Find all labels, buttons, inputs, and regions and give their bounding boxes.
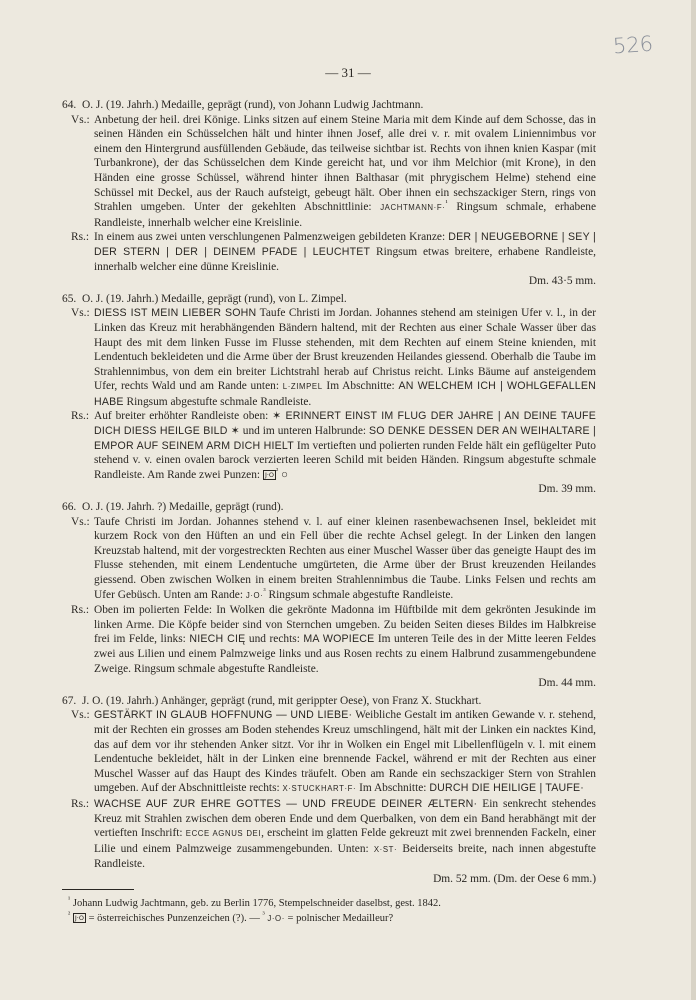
reverse-text: Oben im polierten Felde: In Wolken die gekrönte Madonna im Hüftbilde mit dem gekrönten Jesukinde im linken Arme. Die Köpfe beider sind von Sternchen umgeben. Zu beiden Seiten dieses Bildes im Halbkreise frei im Felde, links:	[94, 604, 596, 646]
page-edge-shadow	[691, 0, 696, 1000]
pencil-annotation: 526	[612, 31, 654, 59]
footnote-ref: ²	[276, 466, 279, 476]
page-number: — 31 —	[325, 65, 371, 80]
signature-inscription: J·O·	[245, 590, 264, 600]
obverse-text-exergue: Im Abschnitte:	[326, 380, 395, 393]
reverse-label: Rs.:	[71, 604, 90, 617]
obverse-text: Weibliche Gestalt im antiken Gewande v. r. stehend, mit der Rechten ein grosses am Boden stehendes Kreuz umschlingend, hält mit der Linken ein nacktes Kind, das auf dem vor ihr stehenden Anker sitzt. Vor ihr in Wolken ein Engel mit Libellenflügeln v. l. mit einem Lendentuche bekleidet, hält in der Linken eine brennende Fackel, während er mit der Rechten aus einer Muschel Wasser auf das Haupt des Kindes träufelt. Oben am Rande ein sechszackiger Stern von Strahlen umgeben. Auf der Abschnittleiste rechts:	[94, 709, 596, 795]
obverse-text-rim: Ringsum schmale, erhabene Randleiste, innerhalb welcher eine Kreislinie.	[94, 201, 596, 229]
signature-inscription: L·ZIMPEL	[282, 382, 323, 392]
reverse-description	[62, 797, 596, 887]
obverse-text-exergue: Im Abschnitte:	[359, 782, 427, 795]
circle-hallmark-icon: ○	[281, 468, 289, 481]
obverse-description	[62, 515, 596, 604]
entry-title: O. J. (19. Jahrh.) Medaille, geprägt (rund), von Johann Ludwig Jachtmann.	[82, 99, 424, 111]
footnote-2	[68, 911, 588, 926]
catalog-entry-66	[62, 500, 596, 691]
obverse-text-rim: Ringsum schmale abgestufte Randleiste.	[268, 588, 454, 601]
reverse-description	[62, 230, 596, 288]
signature-inscription: JACHTMANN·F·	[380, 203, 446, 213]
entry-heading	[62, 292, 596, 307]
hallmark-box: J·O	[264, 470, 275, 479]
reverse-label: Rs.:	[71, 797, 90, 810]
catalog-entry-65	[62, 292, 596, 497]
entry-heading	[62, 98, 596, 113]
reverse-inscription: DER | NEUGEBORNE | SEY | DER STERN | DER | DEINEM PFADE | LEUCHTET	[94, 231, 596, 258]
signature-inscription: J·O·	[267, 914, 285, 923]
hallmark-box: J·O	[74, 914, 84, 922]
obverse-inscription: GESTÄRKT IN GLAUB HOFFNUNG — UND LIEBE·	[94, 709, 353, 722]
reverse-text-rim: Ringsum etwas breitere, erhabene Randleiste, innerhalb welcher eine dünne Kreislinie.	[94, 245, 596, 273]
footnote-text: = österreichisches Punzenzeichen (?). —	[88, 913, 260, 924]
band-inscription: ECCE AGNUS DEI	[185, 829, 262, 839]
footnote-text: Johann Ludwig Jachtmann, geb. zu Berlin 1776, Stempelschneider daselbst, gest. 1842.	[72, 898, 441, 909]
reverse-inscription-2: MA WOPIECE	[303, 633, 375, 646]
footnote-mark: ³	[262, 909, 265, 919]
obverse-label: Vs.:	[71, 113, 90, 126]
reverse-inscription-2: SO DENKE DESSEN DER AN WEIHALTARE | EMPOR AUF SEINEM ARM DICH HIELT	[94, 425, 596, 452]
obverse-text: Anbetung der heil. drei Könige. Links sitzen auf einem Steine Maria mit dem Kinde auf dem Schosse, das in seinen Händen ein Schüsselchen hält und hinter ihnen Josef, alle drei v. r. mit ovalem Liniennimbus vor einem den Hintergrund ausfüllenden Gebäude, das teilweise sichtbar ist. Rechts von ihnen knien Kaspar (mit Turbankrone), der das Schüsselchen dem Kinde gereicht hat, und vor ihm Melchior (mit Krone), in den Händen eine grosse Schüssel, während hinter ihnen Balthasar (mit phrygischem Helme) stehend eine Schüssel mit Deckel, aus der Rauch aufsteigt, gebeugt hält. Ober ihnen ein sechszackiger Stern, rings von Strahlen umgeben. Unter der gekehlten Abschnittlinie:	[94, 113, 596, 214]
catalog-entry-64	[62, 98, 596, 289]
obverse-label: Vs.:	[71, 709, 90, 722]
footnotes	[68, 896, 588, 926]
obverse-text-rim: Ringsum abgestufte schmale Randleiste.	[126, 395, 312, 408]
signature-inscription: X·STUCKHART·F·	[282, 784, 357, 794]
footnote-ref: ³	[263, 585, 266, 595]
reverse-text-3: Beiderseits breite, nach innen abgestufte Randleiste.	[94, 842, 596, 871]
reverse-text: In einem aus zwei unten verschlungenen Palmenzweigen gebildeten Kranze:	[94, 231, 446, 244]
entry-number: 64.	[62, 99, 77, 111]
reverse-label: Rs.:	[71, 410, 90, 423]
obverse-description	[62, 113, 596, 231]
entry-heading	[62, 694, 596, 709]
diameter: Dm. 44 mm.	[538, 677, 596, 690]
reverse-text-3: Im vertieften und polierten runden Felde hält ein geflügelter Puto stehend v. v. einen ovalen barock verzierten leeren Schild mit beiden Händen. Ringsum abgestufte schmale Randleiste. Am Rande zwei Punzen:	[94, 439, 596, 481]
reverse-inscription: WACHSE AUF ZUR EHRE GOTTES — UND FREUDE DEINER ÆLTERN·	[94, 797, 478, 810]
entry-number: 67.	[62, 694, 77, 707]
footnote-mark: ¹	[68, 894, 71, 904]
reverse-inscription: ✶ ERINNERT EINST IM FLUG DER JAHRE | AN DEINE TAUFE DICH DIESS HEILGE BILD ✶	[94, 410, 596, 438]
reverse-text-2: und im unteren Halbrunde:	[242, 425, 367, 438]
reverse-description	[62, 603, 596, 691]
entry-number: 65.	[62, 292, 77, 305]
entry-number: 66.	[62, 501, 77, 514]
entry-title: J. O. (19. Jahrh.) Anhänger, geprägt (rund, mit gerippter Oese), von Franz X. Stuckhart.	[82, 694, 482, 707]
footnote-rule	[62, 889, 134, 890]
reverse-label: Rs.:	[71, 231, 90, 244]
catalog-entries	[62, 98, 596, 889]
footnote-text: = polnischer Medailleur?	[287, 913, 394, 924]
obverse-description	[62, 708, 596, 797]
obverse-description	[62, 306, 596, 409]
obverse-text: Taufe Christi im Jordan. Johannes stehend v. l. auf einer kleinen rasenbewachsenen Insel, bekleidet mit kurzem Rock von den Hüften an und ein Fell über die rechte Achsel gelegt. In der Linken den langen Kreuzstab haltend, mit der vorgestreckten Rechten aus einer Muschel Wasser über das geneigte Haupt des im Flusse stehenden, mit einem Lendentuche umgürteten, die Arme über der Brust kreuzenden Heilandes giessend. Oben zwischen Wolken in einem breiten Strahlennimbus die Taube. Links Felsen und rechts am Ufer Gebüsch. Unten am Rande:	[94, 515, 596, 601]
reverse-description	[62, 409, 596, 497]
footnote-1	[68, 896, 588, 911]
exergue-inscription: DURCH DIE HEILIGE | TAUFE·	[429, 782, 585, 795]
catalog-entry-67	[62, 694, 596, 887]
diameter: Dm. 52 mm. (Dm. der Oese 6 mm.)	[433, 872, 596, 885]
footnote-ref: ¹	[445, 198, 448, 208]
obverse-inscription: DIESS IST MEIN LIEBER SOHN	[94, 307, 257, 320]
diameter: Dm. 39 mm.	[538, 483, 596, 496]
obverse-label: Vs.:	[71, 515, 90, 528]
entry-title: O. J. (19. Jahrh.) Medaille, geprägt (rund), von L. Zimpel.	[82, 292, 347, 305]
signature-inscription: X·ST·	[373, 844, 398, 854]
reverse-text: Auf breiter erhöhter Randleiste oben:	[94, 410, 269, 423]
entry-heading	[62, 500, 596, 515]
diameter: Dm. 43·5 mm.	[528, 275, 596, 288]
entry-title: O. J. (19. Jahrh. ?) Medaille, geprägt (rund).	[82, 501, 284, 514]
footnote-mark: ²	[68, 909, 71, 919]
reverse-text-3: Im unteren Teile des in der Mitte leeren Feldes zwei aus Lilien und einem Palmzweige links und aus Rosen rechts zu einem Halbrund zusammengebundene Zweige. Ringsum schmale abgestufte Randleiste.	[94, 633, 596, 675]
reverse-inscription: NIECH CIĘ	[189, 633, 246, 646]
obverse-text: Taufe Christi im Jordan. Johannes stehend am steinigen Ufer v. l., in der Linken das Kreuz mit herabhängenden Bändern haltend, mit der Rechten aus einer Schale Wasser über das Haupt des mit dem linken Fusse im Flusse stehenden, mit dem Rechten auf einem Steine knienden, mit Lendentuch bekleideten und die Arme über der Brust kreuzenden Heilandes giessend. Oberhalb die Taube im Strahlennimbus, von dem ein breiter Lichtstrahl herab auf Christus reicht. Links Bäume auf ansteigendem Ufer, rechts Wald und am Rande unten:	[94, 307, 596, 393]
obverse-label: Vs.:	[71, 307, 90, 320]
reverse-text: Ein senkrecht stehendes Kreuz mit Strahlen zwischen dem oberen Ende und dem Querbalken, von dem ein Band herabhängt mit der vertieften Inschrift:	[94, 797, 596, 840]
reverse-text-2: und rechts:	[248, 633, 300, 646]
reverse-text-2: , erscheint im glatten Felde gekreuzt mit zwei brennenden Fackeln, einer Lilie und einem Palmzweige zusammengebunden. Unten:	[94, 827, 596, 855]
exergue-inscription: AN WELCHEM ICH | WOHLGEFALLEN HABE	[94, 380, 596, 408]
